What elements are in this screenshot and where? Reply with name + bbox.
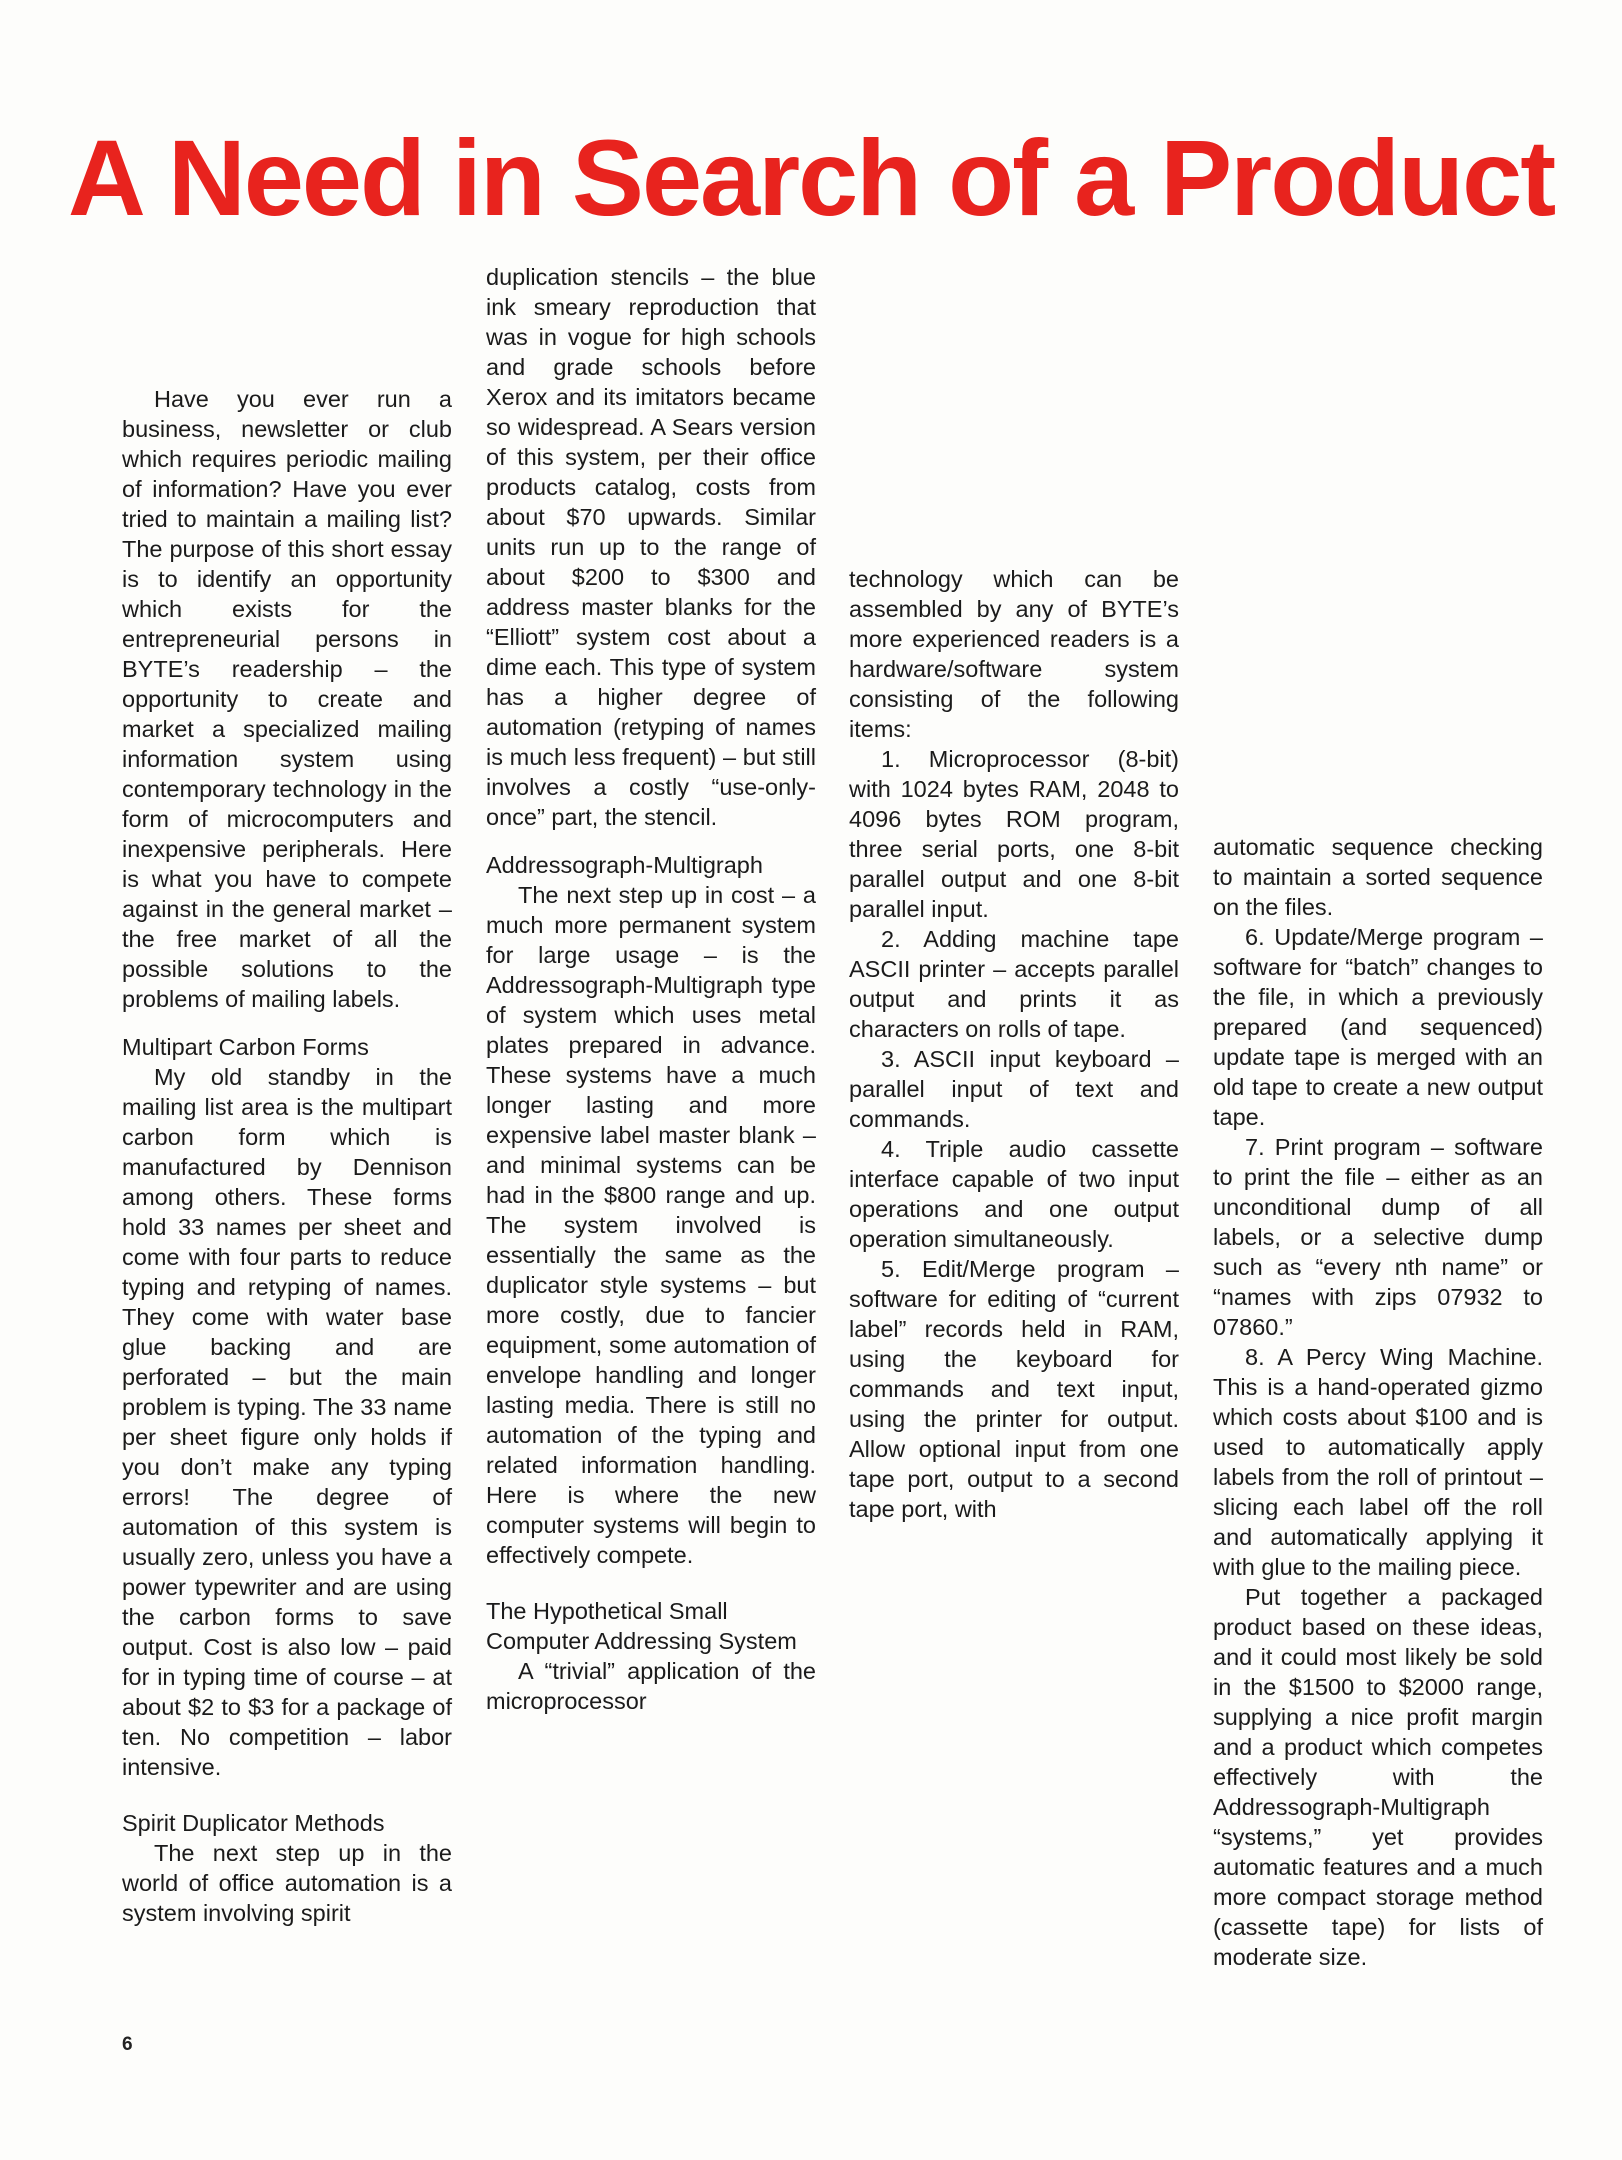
list-item: 4. Triple audio cassette interface capable of two input operations and one output operation simultaneously. [849,1136,1179,1252]
section-heading-addressograph: Addressograph-Multigraph [486,852,763,878]
spirit-duplicator-paragraph-cont: duplication stencils – the blue ink smeary reproduction that was in vogue for high schools and grade schools before Xerox and its imitators became so widespread. A Sears version of this system, per their office products catalog, costs from about $70 upwards. Similar units run up to the range of about $200 to $300 and address master blanks for the “Elliott” system cost about a dime each. This type of system has a higher degree of automation (retyping of names is much less frequent) – but still involves a costly “use-only-once” part, the stencil. [486,264,816,830]
list-item: 6. Update/Merge program – software for “batch” changes to the file, in which a previously prepared (and sequenced) update tape is merged with an old tape to create a new output tape. [1213,924,1543,1130]
section-heading-spirit-duplicator: Spirit Duplicator Methods [122,1810,385,1836]
intro-paragraph: Have you ever run a business, newsletter or club which requires periodic mailing of information? Have you ever tried to maintain a mailing list? The purpose of this short essay is to identify an opportunity which exists for the entrepreneurial persons in BYTE’s readership – the opportunity to create and market a specialized mailing information system using contemporary technology in the form of microcomputers and inexpensive peripherals. Here is what you have to compete against in the general market – the free market of all the possible solutions to the problems of mailing labels. [122,386,452,1012]
column-2 [486,262,816,1716]
addressograph-paragraph: The next step up in cost – a much more permanent system for large usage – is the Addressograph-Multigraph type of system which uses metal plates prepared in advance. These systems have a much longer lasting and more expensive label master blank – and minimal systems can be had in the $800 range and up. The system involved is essentially the same as the duplicator style systems – but more costly, due to fancier equipment, some automation of envelope handling and longer lasting media. There is still no automation of the typing and related information handling. Here is where the new computer systems will begin to effectively compete. [486,882,816,1568]
page-number: 6 [122,2034,133,2055]
list-item: 1. Microprocessor (8-bit) with 1024 bytes RAM, 2048 to 4096 bytes ROM program, three serial ports, one 8-bit parallel output and one 8-bit parallel input. [849,746,1179,922]
carbon-forms-paragraph: My old standby in the mailing list area is the multipart carbon form which is manufactured by Dennison among others. These forms hold 33 names per sheet and come with four parts to reduce typing and retyping of names. They come with water base glue backing and are perforated – but the main problem is typing. The 33 name per sheet figure only holds if you don’t make any typing errors! The degree of automation of this system is usually zero, unless you have a power typewriter and are using the carbon forms to save output. Cost is also low – paid for in typing time of course – at about $2 to $3 for a package of ten. No competition – labor intensive. [122,1064,452,1780]
column-4 [1213,832,1543,1972]
list-item-cont: automatic sequence checking to maintain a sorted sequence on the files. [1213,834,1543,920]
column-1 [122,384,452,1928]
column-3 [849,564,1179,1524]
list-item: 2. Adding machine tape ASCII printer – accepts parallel output and prints it as characters on rolls of tape. [849,926,1179,1042]
list-item: 8. A Percy Wing Machine. This is a hand-operated gizmo which costs about $100 and is used to automatically apply labels from the roll of printout – slicing each label off the roll and automatically applying it with glue to the mailing piece. [1213,1344,1543,1580]
section-heading-multipart-carbon-forms: Multipart Carbon Forms [122,1034,369,1060]
hypothetical-paragraph-cont: technology which can be assembled by any of BYTE’s more experienced readers is a hardware/software system consisting of the following items: [849,566,1179,742]
spirit-duplicator-paragraph-start: The next step up in the world of office automation is a system involving spirit [122,1840,452,1926]
list-item: 5. Edit/Merge program – software for editing of “current label” records held in RAM, using the keyboard for commands and text input, using the printer for output. Allow optional input from one tape port, output to a second tape port, with [849,1256,1179,1522]
section-heading-hypothetical-system: The Hypothetical Small Computer Addressing System [486,1598,797,1654]
list-item: 3. ASCII input keyboard – parallel input of text and commands. [849,1046,1179,1132]
conclusion-paragraph: Put together a packaged product based on these ideas, and it could most likely be sold in the $1500 to $2000 range, supplying a nice profit margin and a product which competes effectively with the Addressograph-Multigraph “systems,” yet provides automatic features and a much more compact storage method (cassette tape) for lists of moderate size. [1213,1584,1543,1970]
hypothetical-paragraph-start: A “trivial” application of the microprocessor [486,1658,816,1714]
list-item: 7. Print program – software to print the file – either as an unconditional dump of all labels, or a selective dump such as “every nth name” or “names with zips 07932 to 07860.” [1213,1134,1543,1340]
article-title: A Need in Search of a Product [67,117,1555,238]
